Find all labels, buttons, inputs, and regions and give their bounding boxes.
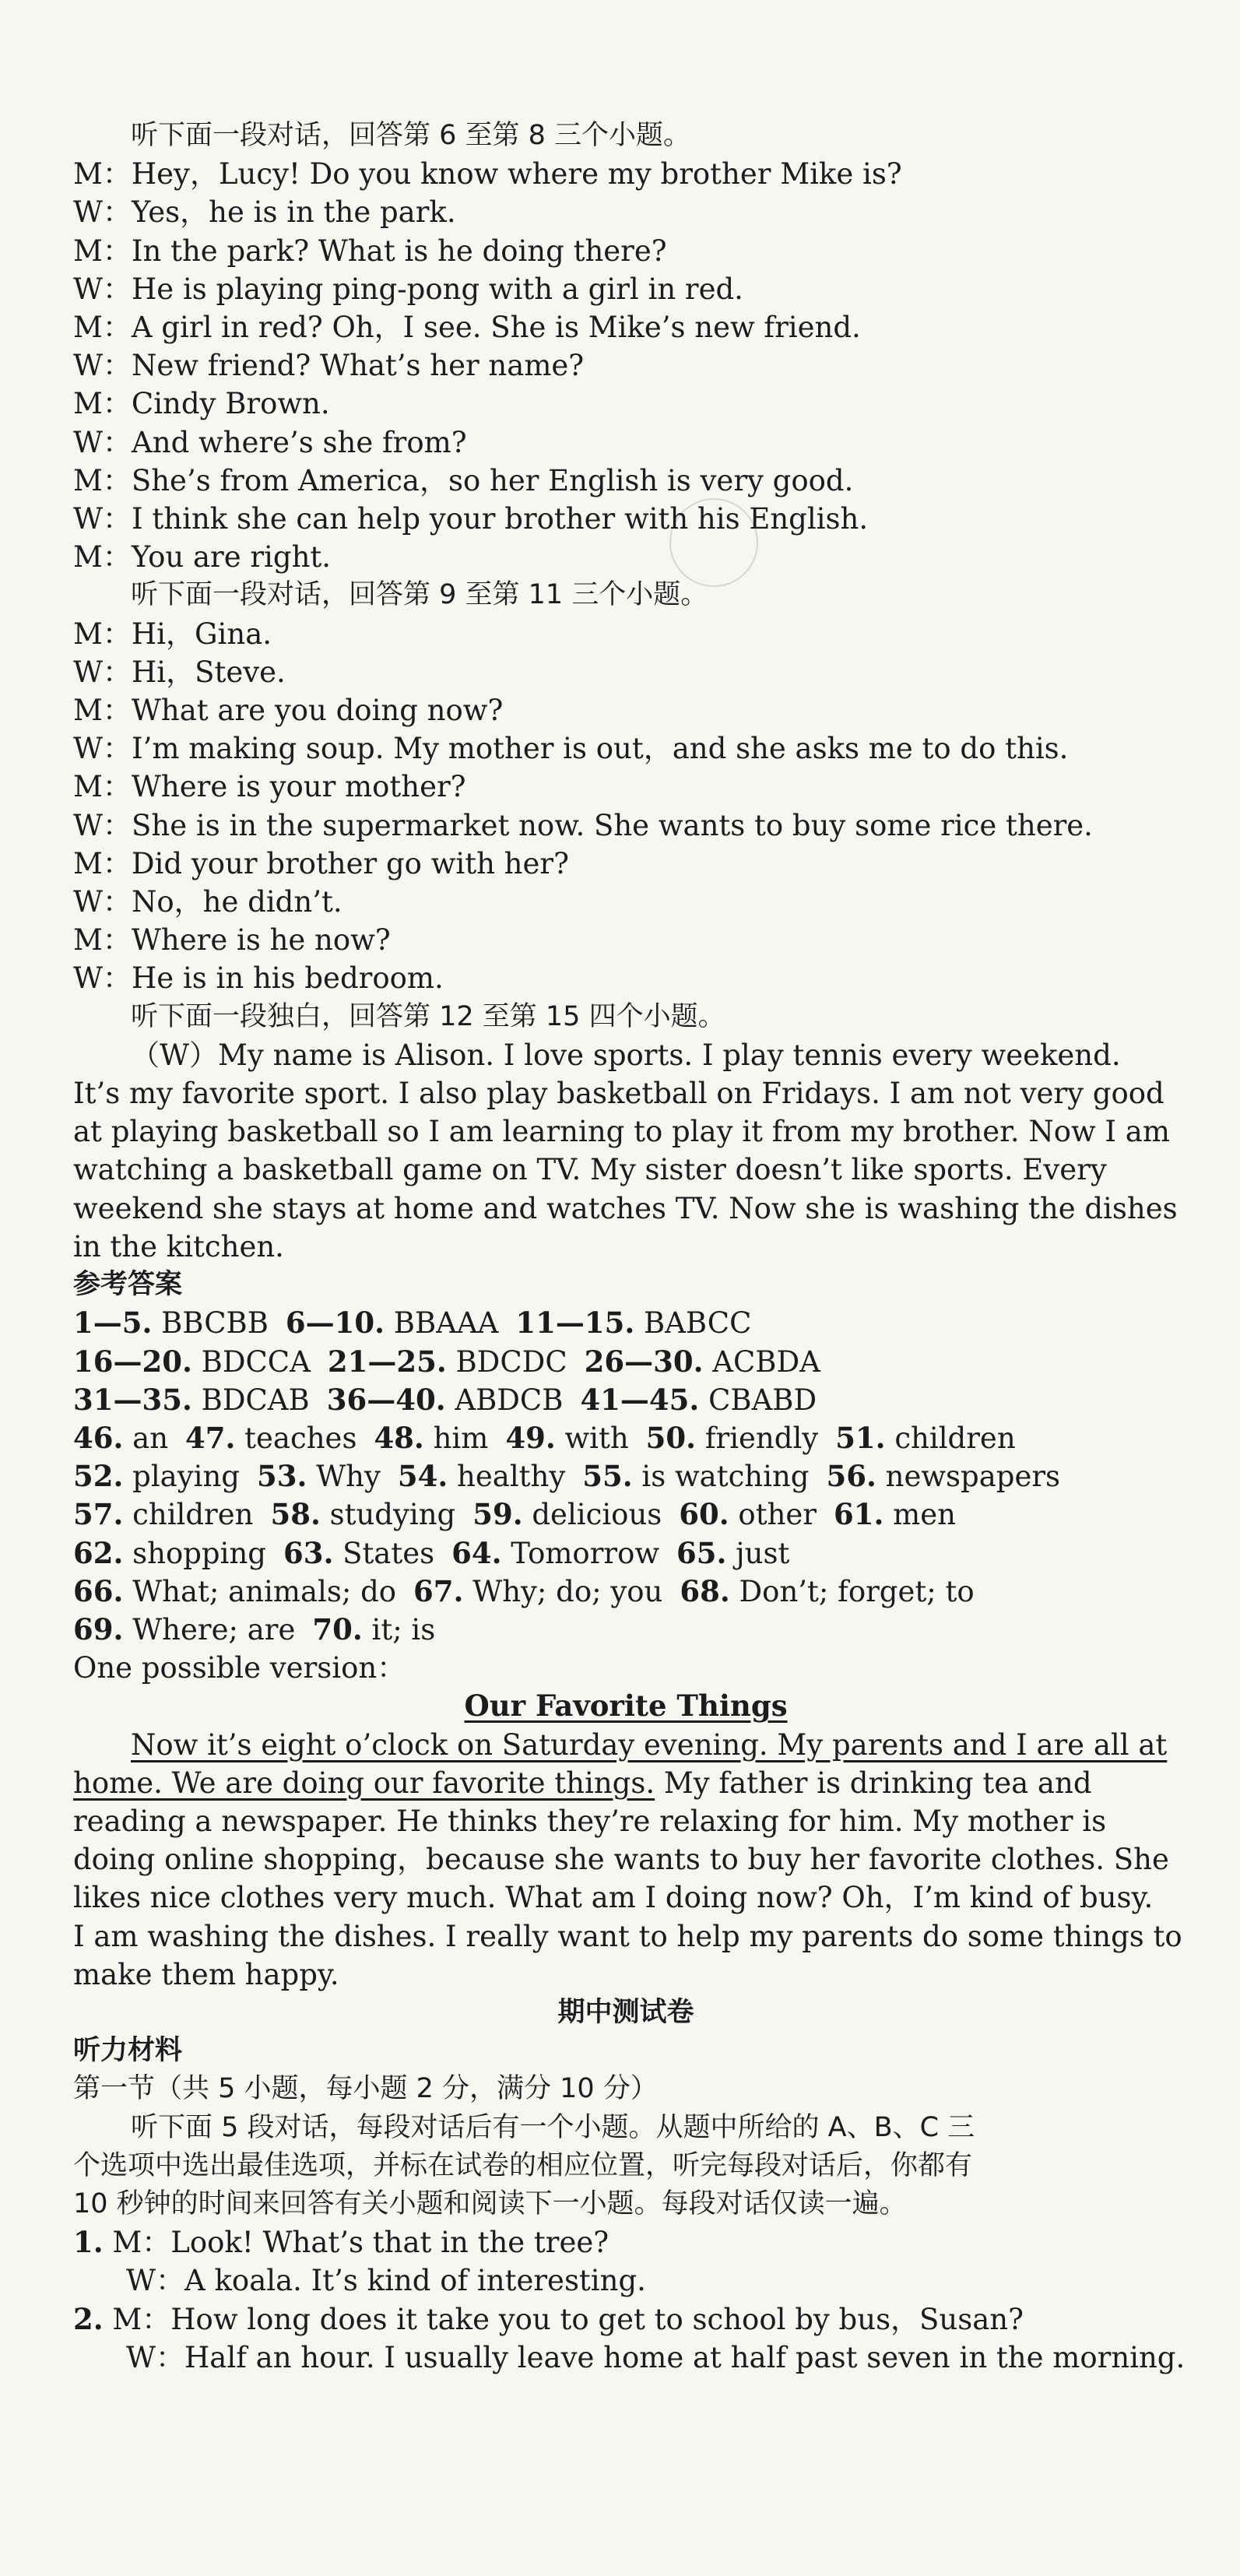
- dialogue-line: W：He is in his bedroom.: [73, 961, 444, 996]
- answer-value: BABCC: [643, 1306, 752, 1341]
- answer-row: [73, 1573, 1179, 1611]
- answer-number: 51.: [835, 1420, 886, 1455]
- question-item: [73, 2300, 1179, 2339]
- answer-number: 66.: [73, 1573, 124, 1608]
- answer-value: men: [893, 1498, 956, 1532]
- essay-line: I am washing the dishes. I really want to help my parents do some things to: [73, 1919, 1182, 1953]
- essay-underlined-text: Now it’s eight o’clock on Saturday evening. My parents and I are all at: [131, 1727, 1168, 1762]
- answer-value: children: [132, 1498, 254, 1532]
- answer-number: 68.: [680, 1573, 730, 1608]
- monologue-line: at playing basketball so I am learning to play it from my brother. Now I am: [73, 1115, 1170, 1149]
- instruction-line: 个选项中选出最佳选项，并标在试卷的相应位置，听完每段对话后，你都有: [73, 2149, 973, 2181]
- answer-number: 16—20.: [73, 1344, 192, 1379]
- answer-value: delicious: [532, 1498, 662, 1532]
- answer-number: 61.: [833, 1497, 884, 1532]
- dialogue-line: W：And where’s she from?: [73, 425, 467, 459]
- question-item: [73, 2223, 1179, 2261]
- instruction-line: 听下面 5 段对话，每段对话后有一个小题。从题中所给的 A、B、C 三: [131, 2111, 975, 2143]
- answer-value: just: [736, 1536, 790, 1570]
- answer-value: shopping: [132, 1536, 266, 1570]
- answer-value: studying: [329, 1498, 456, 1532]
- question-m-line: M：Look! What’s that in the tree?: [112, 2226, 609, 2260]
- answer-number: 26—30.: [584, 1344, 704, 1379]
- dialogue1-intro: 听下面一段对话，回答第 6 至第 8 三个小题。: [131, 120, 691, 151]
- answer-number: 41—45.: [580, 1382, 700, 1417]
- answer-number: 46.: [73, 1420, 124, 1455]
- answer-number: 6—10.: [285, 1306, 385, 1341]
- dialogue-line: M：You are right.: [73, 540, 332, 575]
- answer-number: 48.: [374, 1420, 424, 1455]
- answer-number: 70.: [312, 1611, 363, 1646]
- monologue-line: weekend she stays at home and watches TV. Now she is washing the dishes: [73, 1191, 1178, 1225]
- answer-number: 57.: [73, 1497, 124, 1532]
- answer-value: teaches: [244, 1421, 357, 1455]
- answer-number: 50.: [645, 1420, 697, 1455]
- answer-row: [73, 1381, 1179, 1419]
- dialogue-line: M：Hey，Lucy! Do you know where my brother Mike is?: [73, 157, 902, 192]
- dialogue-line: M：She’s from America，so her English is very good.: [73, 463, 854, 497]
- answer-value: CBABD: [708, 1383, 817, 1417]
- question-w-line: W：A koala. It’s kind of interesting.: [126, 2264, 646, 2298]
- question-m-line: M：How long does it take you to get to school by bus，Susan?: [112, 2302, 1024, 2336]
- answer-value: ABDCB: [455, 1383, 564, 1417]
- answer-number: 21—25.: [327, 1344, 447, 1379]
- answer-number: 49.: [505, 1420, 556, 1455]
- answer-value: What; animals; do: [132, 1574, 397, 1608]
- monologue-line: watching a basketball game on TV. My sister doesn’t like sports. Every: [73, 1153, 1107, 1187]
- answer-value: BBAAA: [393, 1306, 499, 1341]
- answer-number: 56.: [826, 1459, 876, 1494]
- answer-row: [73, 1611, 1179, 1649]
- answer-number: 60.: [679, 1497, 729, 1532]
- answer-row: [73, 1419, 1179, 1457]
- essay-line: reading a newspaper. He thinks they’re relaxing for him. My mother is: [73, 1804, 1107, 1838]
- answer-value: healthy: [457, 1460, 566, 1494]
- question-number: 1.: [73, 2225, 104, 2260]
- section-heading: 第一节（共 5 小题，每小题 2 分，满分 10 分）: [73, 2073, 658, 2105]
- essay-line: doing online shopping，because she wants to buy her favorite clothes. She: [73, 1843, 1169, 1877]
- answer-value: an: [132, 1421, 169, 1455]
- answer-value: BDCCA: [201, 1344, 311, 1379]
- essay-title-text: Our Favorite Things: [464, 1689, 788, 1724]
- answer-row: [73, 1457, 1179, 1495]
- answer-number: 59.: [472, 1497, 523, 1532]
- answer-row: [73, 1343, 1179, 1381]
- midterm-title: 期中测试卷: [557, 1996, 694, 2028]
- answer-value: other: [738, 1498, 817, 1532]
- dialogue-line: M：A girl in red? Oh，I see. She is Mike’s new friend.: [73, 311, 861, 345]
- answer-number: 31—35.: [73, 1382, 192, 1417]
- version-label: One possible version：: [73, 1651, 406, 1685]
- answer-value: ACBDA: [712, 1344, 820, 1379]
- answer-number: 47.: [185, 1420, 236, 1455]
- essay-line: likes nice clothes very much. What am I doing now? Oh，I’m kind of busy.: [73, 1881, 1154, 1915]
- question-w-line: W：Half an hour. I usually leave home at half past seven in the morning.: [126, 2340, 1186, 2374]
- dialogue-line: M：In the park? What is he doing there?: [73, 234, 667, 268]
- dialogue-line: W：I’m making soup. My mother is out，and she asks me to do this.: [73, 732, 1069, 766]
- answer-row: [73, 1304, 1179, 1342]
- dialogue-line: M：Hi，Gina.: [73, 617, 272, 651]
- dialogue2-intro: 听下面一段对话，回答第 9 至第 11 三个小题。: [131, 579, 708, 611]
- dialogue-line: M：What are you doing now?: [73, 694, 504, 728]
- instruction-line: 10 秒钟的时间来回答有关小题和阅读下一小题。每段对话仅读一遍。: [73, 2188, 907, 2219]
- answer-number: 11—15.: [515, 1306, 635, 1341]
- monologue-line: in the kitchen.: [73, 1229, 284, 1263]
- answer-number: 55.: [582, 1459, 633, 1494]
- answer-number: 1—5.: [73, 1306, 153, 1341]
- answer-row: [73, 1534, 1179, 1573]
- dialogue-line: M：Did your brother go with her?: [73, 846, 569, 880]
- answer-row: [73, 1495, 1179, 1534]
- monologue-line: （W）My name is Alison. I love sports. I play tennis every weekend.: [131, 1038, 1121, 1072]
- monologue-intro: 听下面一段独白，回答第 12 至第 15 四个小题。: [131, 1000, 725, 1032]
- answer-value: BDCDC: [455, 1344, 567, 1379]
- answer-value: newspapers: [885, 1460, 1061, 1494]
- answer-value: him: [433, 1421, 489, 1455]
- answer-number: 58.: [270, 1497, 321, 1532]
- essay-line: [73, 1764, 1179, 1802]
- dialogue-line: W：I think she can help your brother with his English.: [73, 502, 869, 536]
- answer-value: is watching: [641, 1460, 810, 1494]
- question-number: 2.: [73, 2301, 104, 2336]
- answer-number: 67.: [413, 1573, 464, 1608]
- answers-heading: 参考答案: [73, 1269, 183, 1301]
- dialogue-line: W：She is in the supermarket now. She wants to buy some rice there.: [73, 808, 1093, 842]
- essay-line: make them happy.: [73, 1957, 339, 1991]
- answer-value: playing: [132, 1460, 240, 1494]
- answer-number: 63.: [283, 1535, 334, 1570]
- answer-number: 65.: [676, 1535, 727, 1570]
- answer-value: Don’t; forget; to: [739, 1574, 975, 1608]
- document-page: [73, 117, 1186, 2377]
- answer-number: 62.: [73, 1535, 124, 1570]
- essay-title: [73, 1687, 1179, 1725]
- answer-value: it; is: [371, 1612, 436, 1646]
- dialogue-line: M：Where is your mother?: [73, 770, 466, 804]
- answer-number: 54.: [397, 1459, 448, 1494]
- dialogue-line: W：He is playing ping-pong with a girl in red.: [73, 272, 743, 306]
- answer-value: with: [564, 1421, 629, 1455]
- answer-value: friendly: [704, 1421, 819, 1455]
- listening-heading: 听力材料: [73, 2035, 183, 2067]
- dialogue-line: W：Hi，Steve.: [73, 655, 286, 689]
- answer-value: BDCAB: [201, 1383, 310, 1417]
- answer-number: 36—40.: [326, 1382, 446, 1417]
- dialogue-line: W：New friend? What’s her name?: [73, 349, 585, 383]
- answer-value: States: [342, 1536, 435, 1570]
- dialogue-line: W：Yes，he is in the park.: [73, 195, 456, 230]
- essay-text: My father is drinking tea and: [655, 1766, 1092, 1800]
- answer-number: 69.: [73, 1611, 124, 1646]
- essay-underlined-text: home. We are doing our favorite things.: [73, 1766, 655, 1800]
- answer-value: Tomorrow: [511, 1536, 660, 1570]
- dialogue-line: M：Cindy Brown.: [73, 387, 330, 421]
- essay-line: [73, 1726, 1179, 1764]
- answer-value: Where; are: [132, 1612, 296, 1646]
- answer-number: 52.: [73, 1459, 124, 1494]
- answer-value: children: [894, 1421, 1016, 1455]
- dialogue-line: M：Where is he now?: [73, 923, 391, 958]
- answer-value: BBCBB: [161, 1306, 269, 1341]
- answer-value: Why; do; you: [472, 1574, 663, 1608]
- answer-number: 53.: [256, 1459, 307, 1494]
- answer-value: Why: [316, 1460, 381, 1494]
- answer-number: 64.: [451, 1535, 502, 1570]
- monologue-line: It’s my favorite sport. I also play basketball on Fridays. I am not very good: [73, 1077, 1164, 1111]
- dialogue-line: W：No，he didn’t.: [73, 885, 342, 919]
